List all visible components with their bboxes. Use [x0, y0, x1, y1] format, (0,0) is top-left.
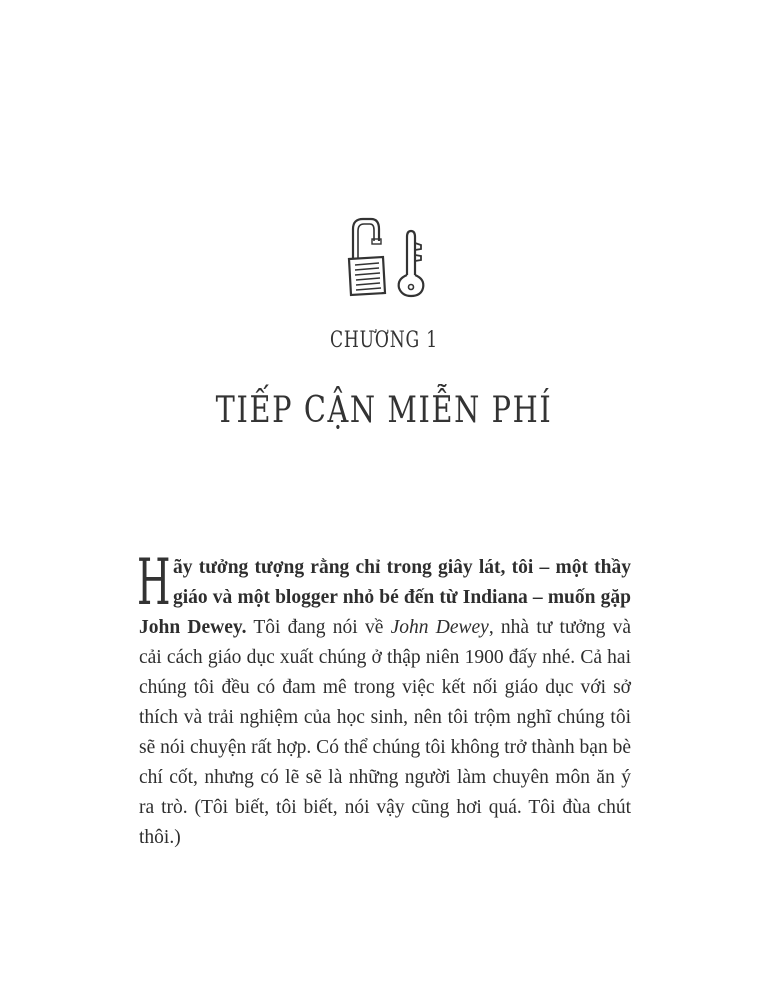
- chapter-title: TIẾP CẬN MIỄN PHÍ: [215, 390, 553, 431]
- paragraph-text-2: , nhà tư tưởng và cải cách giáo dục xuất chúng ở thập niên 1900 đấy nhé. Cả hai chúng tôi đều có đam mê trong việc kết nối giáo dục với sở thích và trải nghiệm của học sinh, nên tôi trộm nghĩ chúng tôi sẽ nói chuyện rất hợp. Có thể chúng tôi không trở thành bạn bè chí cốt, nhưng có lẽ sẽ là những người làm chuyên môn ăn ý ra trò. (Tôi biết, tôi biết, nói vậy cũng hơi quá. Tôi đùa chút thôi.): [139, 617, 631, 848]
- italic-name: John Dewey: [390, 617, 489, 638]
- lead-sentence: ãy tưởng tượng rằng chỉ trong giây lát, tôi – một thầy giáo và một blogger nhỏ bé đến từ Indiana – muốn gặp John Dewey.: [139, 557, 631, 638]
- paragraph-text-1: Tôi đang nói về: [246, 617, 391, 638]
- drop-cap: H: [137, 546, 171, 620]
- chapter-label: CHƯƠNG 1: [330, 328, 438, 353]
- lock-and-key-icon: [343, 215, 433, 300]
- body-paragraph: [137, 546, 631, 853]
